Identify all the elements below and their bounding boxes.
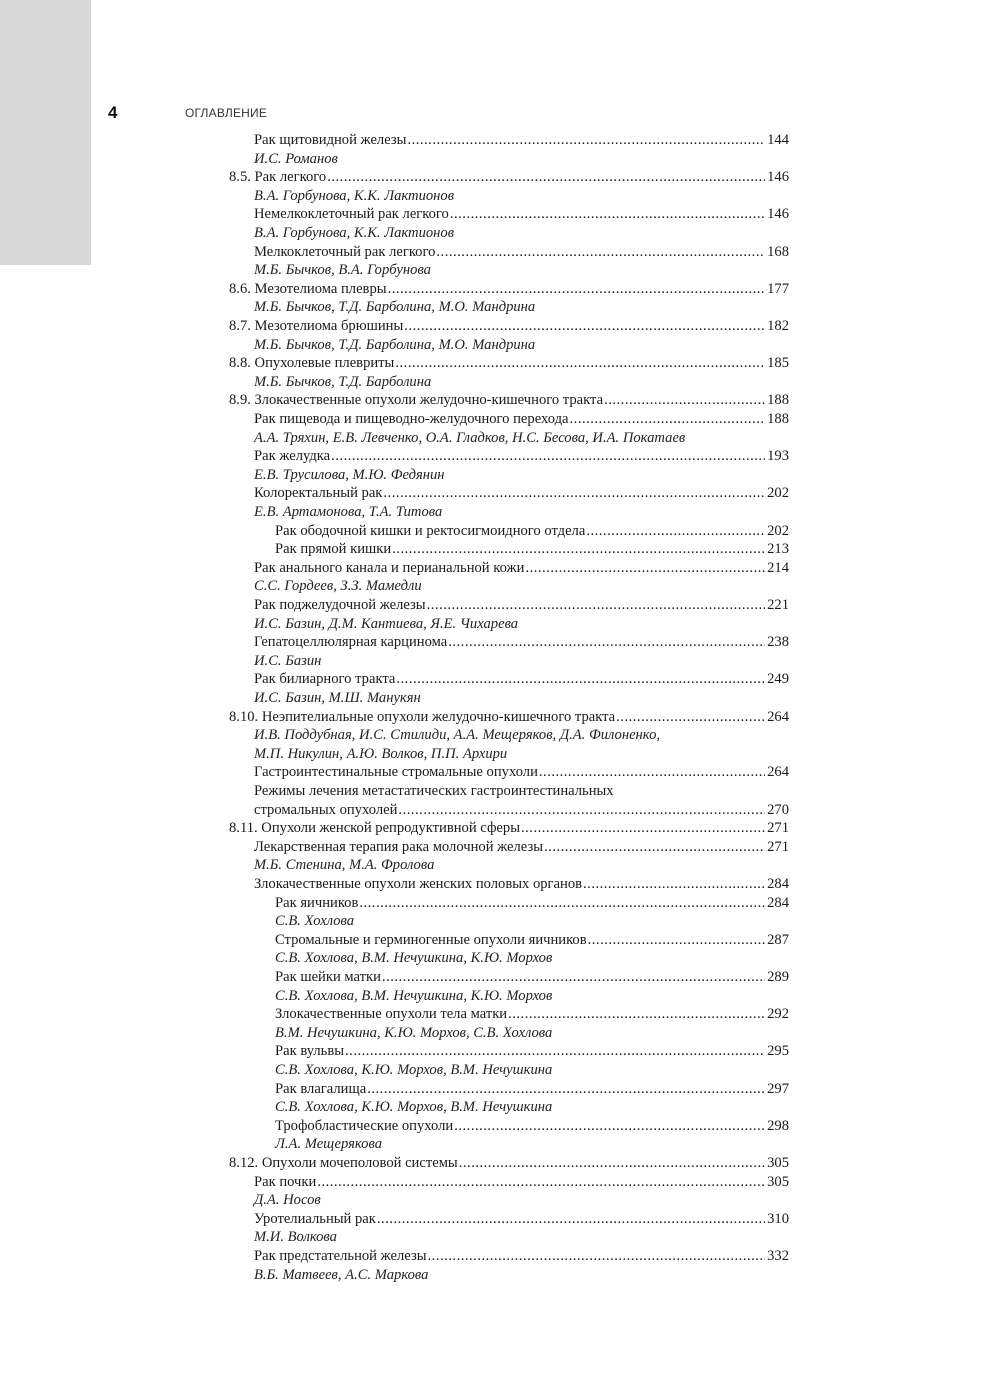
running-head: ОГЛАВЛЕНИЕ: [185, 106, 268, 120]
toc-entry[interactable]: [229, 819, 789, 838]
dot-leader: [436, 243, 765, 262]
toc-entry-title: 8.9. Злокачественные опухоли желудочно-кишечного тракта: [229, 392, 604, 409]
toc-authors: М.П. Никулин, А.Ю. Волков, П.П. Архири: [254, 745, 508, 762]
toc-entry-title: Злокачественные опухоли тела матки: [275, 1006, 508, 1023]
toc-page-number: 305: [767, 1155, 789, 1171]
toc-authors: В.Б. Матвеев, А.С. Маркова: [254, 1266, 429, 1283]
toc-entry-title: Рак билиарного тракта: [254, 671, 396, 688]
toc-page-number: 264: [767, 708, 789, 725]
dot-leader: [454, 1117, 765, 1136]
dot-leader: [604, 391, 765, 410]
dot-leader: [428, 1247, 766, 1266]
toc-page-number: 214: [767, 559, 789, 576]
toc-entry-title: Рак анального канала и перианальной кожи: [254, 559, 525, 576]
toc-entry[interactable]: [229, 708, 789, 727]
dot-leader: [331, 447, 765, 466]
dot-leader: [395, 354, 765, 373]
toc-entry[interactable]: [254, 875, 789, 894]
toc-page-number: 298: [767, 1117, 789, 1134]
toc-entry[interactable]: [254, 633, 789, 652]
dot-leader: [448, 633, 765, 652]
toc-entry[interactable]: [229, 280, 789, 299]
toc-entry-title: Гепатоцеллюлярная карцинома: [254, 634, 448, 651]
toc-entry-title: Рак вульвы: [275, 1043, 345, 1060]
toc-authors: И.С. Базин: [254, 652, 322, 669]
dot-leader: [588, 931, 765, 950]
toc-entry-title: Лекарственная терапия рака молочной железы: [254, 838, 544, 855]
toc-entry[interactable]: [254, 838, 789, 857]
toc-entry-title: Рак пищевода и пищеводно-желудочного перехода: [254, 411, 569, 427]
toc-entry[interactable]: [275, 1080, 789, 1099]
toc-entry-title: Рак желудка: [254, 448, 331, 465]
dot-leader: [367, 1080, 765, 1099]
toc-entry-title: Рак почки: [254, 1173, 317, 1190]
dot-leader: [525, 559, 765, 578]
toc-entry[interactable]: [275, 968, 789, 987]
toc-page-number: 238: [767, 634, 789, 651]
toc-authors: М.И. Волкова: [254, 1229, 337, 1246]
dot-leader: [317, 1173, 765, 1192]
toc-authors: С.В. Хохлова, К.Ю. Морхов, В.М. Нечушкина: [275, 1099, 553, 1116]
toc-entry[interactable]: [229, 354, 789, 373]
toc-page-number: 146: [767, 206, 789, 223]
dot-leader: [407, 131, 765, 150]
toc-entry-title: 8.6. Мезотелиома плевры: [229, 280, 387, 297]
toc-entry[interactable]: [254, 763, 789, 782]
toc-entry-title: Рак яичников: [275, 894, 359, 911]
toc-page-number: 193: [767, 448, 789, 465]
toc-entry-title: Рак щитовидной железы: [254, 132, 407, 148]
toc-page-number: 271: [767, 838, 789, 855]
dot-leader: [383, 484, 765, 503]
toc-page-number: 271: [767, 820, 789, 837]
toc-page-number: 270: [767, 801, 789, 818]
dot-leader: [459, 1154, 765, 1173]
toc-entry-title: Уротелиальный рак: [254, 1210, 376, 1227]
dot-leader: [586, 522, 765, 541]
toc-title-continued: Режимы лечения метастатических гастроинтестинальных: [254, 783, 614, 799]
toc-page-number: 185: [767, 355, 789, 372]
dot-leader: [327, 168, 765, 187]
toc-entry-title: Рак влагалища: [275, 1080, 367, 1097]
toc-authors: И.В. Поддубная, И.С. Стилиди, А.А. Мещеряков, Д.А. Филоненко,: [254, 727, 661, 744]
toc-authors: В.А. Горбунова, К.К. Лактионов: [254, 187, 455, 204]
toc-entry-title: Мелкоклеточный рак легкого: [254, 243, 436, 260]
toc-entry-title: Колоректальный рак: [254, 485, 383, 502]
dot-leader: [570, 410, 766, 429]
dot-leader: [521, 819, 765, 838]
toc-entry-title: стромальных опухолей: [254, 801, 398, 818]
dot-leader: [398, 801, 765, 820]
toc-authors: С.В. Хохлова: [275, 913, 355, 930]
toc-entry-title: Злокачественные опухоли женских половых органов: [254, 876, 583, 892]
toc-authors: М.Б. Стенина, М.А. Фролова: [254, 857, 435, 874]
page-number: 4: [108, 103, 118, 122]
toc-authors: М.Б. Бычков, Т.Д. Барболина, М.О. Мандрина: [254, 299, 536, 316]
toc-entry[interactable]: [254, 559, 789, 578]
toc-entry[interactable]: [275, 1117, 789, 1136]
toc-page-number: 287: [767, 931, 789, 948]
toc-entry[interactable]: [229, 317, 789, 336]
toc-page-number: 289: [767, 969, 789, 985]
dot-leader: [345, 1042, 765, 1061]
toc-page-number: 295: [767, 1043, 789, 1060]
toc-entry[interactable]: [254, 1210, 789, 1229]
toc-entry-title: 8.12. Опухоли мочеполовой системы: [229, 1155, 458, 1171]
dot-leader: [616, 708, 765, 727]
toc-entry-title: Немелкоклеточный рак легкого: [254, 206, 449, 223]
toc-page-number: 305: [767, 1173, 789, 1190]
toc-entry[interactable]: [275, 894, 789, 913]
dot-leader: [404, 317, 765, 336]
toc-entry[interactable]: [254, 243, 789, 262]
dot-leader: [392, 540, 765, 559]
toc-authors: М.Б. Бычков, В.А. Горбунова: [254, 262, 431, 279]
toc-page-number: 249: [767, 671, 789, 688]
dot-leader: [382, 968, 765, 987]
dot-leader: [377, 1210, 765, 1229]
toc-entry[interactable]: [229, 391, 789, 410]
toc-authors: Е.В. Трусилова, М.Ю. Федянин: [254, 466, 445, 483]
toc-page-number: 264: [767, 764, 789, 781]
dot-leader: [583, 875, 765, 894]
toc-entry-title: Рак шейки матки: [275, 969, 381, 985]
toc-page-number: 146: [767, 169, 789, 186]
toc-authors: А.А. Тряхин, Е.В. Левченко, О.А. Гладков, Н.С. Бесова, И.А. Покатаев: [254, 429, 686, 446]
toc-entry[interactable]: [254, 410, 789, 429]
toc-authors: С.В. Хохлова, В.М. Нечушкина, К.Ю. Морхов: [275, 950, 553, 967]
toc-page-number: 144: [767, 132, 789, 148]
toc-entry[interactable]: [275, 522, 789, 541]
toc-authors: С.С. Гордеев, З.З. Мамедли: [254, 578, 422, 595]
toc-page-number: 182: [767, 318, 789, 334]
toc-entry[interactable]: [254, 670, 789, 689]
toc-page-number: 177: [767, 280, 789, 297]
toc-entry-title: 8.7. Мезотелиома брюшины: [229, 318, 404, 334]
toc-entry[interactable]: [275, 1005, 789, 1024]
dot-leader: [359, 894, 765, 913]
section-side-tab: [0, 0, 91, 265]
toc-entry-title: Рак ободочной кишки и ректосигмоидного отдела: [275, 522, 586, 539]
toc-entry[interactable]: [254, 131, 789, 150]
toc-authors: В.М. Нечушкина, К.Ю. Морхов, С.В. Хохлова: [275, 1024, 553, 1041]
toc-entry[interactable]: [254, 596, 789, 615]
toc-entry[interactable]: [275, 931, 789, 950]
dot-leader: [539, 763, 765, 782]
toc-entry[interactable]: [254, 801, 789, 820]
toc-page-number: 202: [767, 522, 789, 539]
toc-page-number: 202: [767, 485, 789, 502]
toc-authors: М.Б. Бычков, Т.Д. Барболина: [254, 373, 432, 390]
toc-entry-title: Рак предстательной железы: [254, 1248, 427, 1264]
toc-entry-title: 8.5. Рак легкого: [229, 169, 327, 186]
toc-entry-title: Рак поджелудочной железы: [254, 597, 426, 613]
toc-authors: Е.В. Артамонова, Т.А. Титова: [254, 504, 443, 520]
toc-authors: Л.А. Мещерякова: [275, 1136, 383, 1153]
dot-leader: [450, 205, 765, 224]
toc-entry[interactable]: [254, 484, 789, 503]
toc-page-number: 310: [767, 1210, 789, 1227]
toc-page-number: 297: [767, 1080, 789, 1097]
toc-entry[interactable]: [275, 1042, 789, 1061]
toc-page-number: 213: [767, 541, 789, 558]
toc-authors: В.А. Горбунова, К.К. Лактионов: [254, 225, 455, 241]
toc-authors: Д.А. Носов: [254, 1192, 321, 1209]
toc-entry-title: Стромальные и герминогенные опухоли яичников: [275, 931, 587, 948]
toc-authors: И.С. Базин, М.Ш. Манукян: [254, 690, 421, 706]
toc-page-number: 188: [767, 411, 789, 427]
toc-authors: И.С. Базин, Д.М. Кантиева, Я.Е. Чихарева: [254, 615, 519, 632]
toc-entry[interactable]: [254, 1173, 789, 1192]
toc-page-number: 284: [767, 876, 789, 892]
toc-entry[interactable]: [229, 1154, 789, 1173]
dot-leader: [388, 280, 766, 299]
toc-entry[interactable]: [254, 1247, 789, 1266]
toc-entry[interactable]: [229, 168, 789, 187]
toc-entry-title: 8.8. Опухолевые плевриты: [229, 355, 395, 372]
toc-page-number: 292: [767, 1006, 789, 1023]
dot-leader: [508, 1005, 765, 1024]
toc-page-number: 168: [767, 243, 789, 260]
dot-leader: [396, 670, 765, 689]
toc-entry-title: Рак прямой кишки: [275, 541, 392, 558]
toc-authors: И.С. Романов: [254, 150, 338, 167]
dot-leader: [427, 596, 766, 615]
toc-page-number: 332: [767, 1248, 789, 1264]
toc-page-number: 221: [767, 597, 789, 613]
toc-entry[interactable]: [275, 540, 789, 559]
toc-page-number: 284: [767, 894, 789, 911]
toc-entry[interactable]: [254, 447, 789, 466]
toc-entry-title: Гастроинтестинальные стромальные опухоли: [254, 764, 538, 781]
toc-entry-title: 8.10. Неэпителиальные опухоли желудочно-кишечного тракта: [229, 708, 616, 725]
toc-entry-title: Трофобластические опухоли: [275, 1117, 454, 1134]
toc-authors: С.В. Хохлова, В.М. Нечушкина, К.Ю. Морхов: [275, 987, 553, 1004]
toc-entry[interactable]: [254, 205, 789, 224]
toc-authors: С.В. Хохлова, К.Ю. Морхов, В.М. Нечушкина: [275, 1062, 553, 1078]
toc-page-number: 188: [767, 392, 789, 409]
dot-leader: [544, 838, 765, 857]
toc-authors: М.Б. Бычков, Т.Д. Барболина, М.О. Мандрина: [254, 336, 536, 353]
toc-entry-title: 8.11. Опухоли женской репродуктивной сферы: [229, 820, 520, 837]
